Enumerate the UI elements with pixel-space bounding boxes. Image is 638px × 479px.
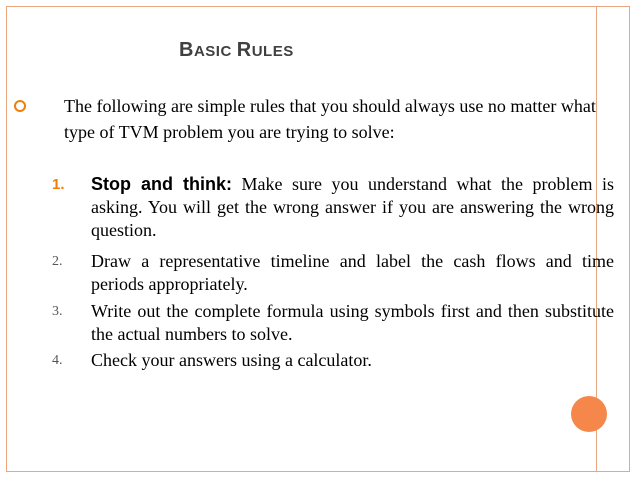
rule-body: Check your answers using a calculator. bbox=[91, 350, 372, 370]
rule-item-3 bbox=[52, 300, 622, 346]
rule-number: 3. bbox=[52, 304, 63, 319]
slide-title bbox=[179, 40, 294, 60]
rule-text bbox=[91, 250, 614, 296]
title-rest-1: ASIC bbox=[193, 43, 232, 60]
intro-paragraph bbox=[64, 93, 624, 145]
rule-text bbox=[91, 349, 614, 372]
rule-item-1 bbox=[52, 173, 622, 243]
title-cap-2: R bbox=[236, 39, 252, 61]
rule-body: Draw a representative timeline and label the cash flows and time periods appropriately. bbox=[91, 251, 614, 294]
rule-body: Make sure you understand what the problem is asking. You will get the wrong answer if you are answering the wrong question. bbox=[91, 174, 615, 240]
rule-text bbox=[91, 300, 614, 346]
intro-text: The following are simple rules that you should always use no matter what type of TVM problem you are trying to solve: bbox=[64, 96, 596, 142]
rule-body: Write out the complete formula using symbols first and then substitute the actual numbers to solve. bbox=[91, 301, 614, 344]
rule-text bbox=[91, 173, 614, 242]
rule-item-4 bbox=[52, 349, 622, 372]
title-cap-1: B bbox=[179, 39, 194, 61]
rule-number: 2. bbox=[52, 254, 63, 269]
decorative-orb-icon bbox=[571, 396, 607, 432]
rule-number: 1. bbox=[52, 176, 65, 193]
rule-item-2 bbox=[52, 250, 622, 296]
title-rest-2: ULES bbox=[251, 43, 294, 60]
rule-lead: Stop and think: bbox=[91, 174, 233, 194]
circle-bullet-icon bbox=[14, 100, 26, 112]
rule-number: 4. bbox=[52, 353, 63, 368]
